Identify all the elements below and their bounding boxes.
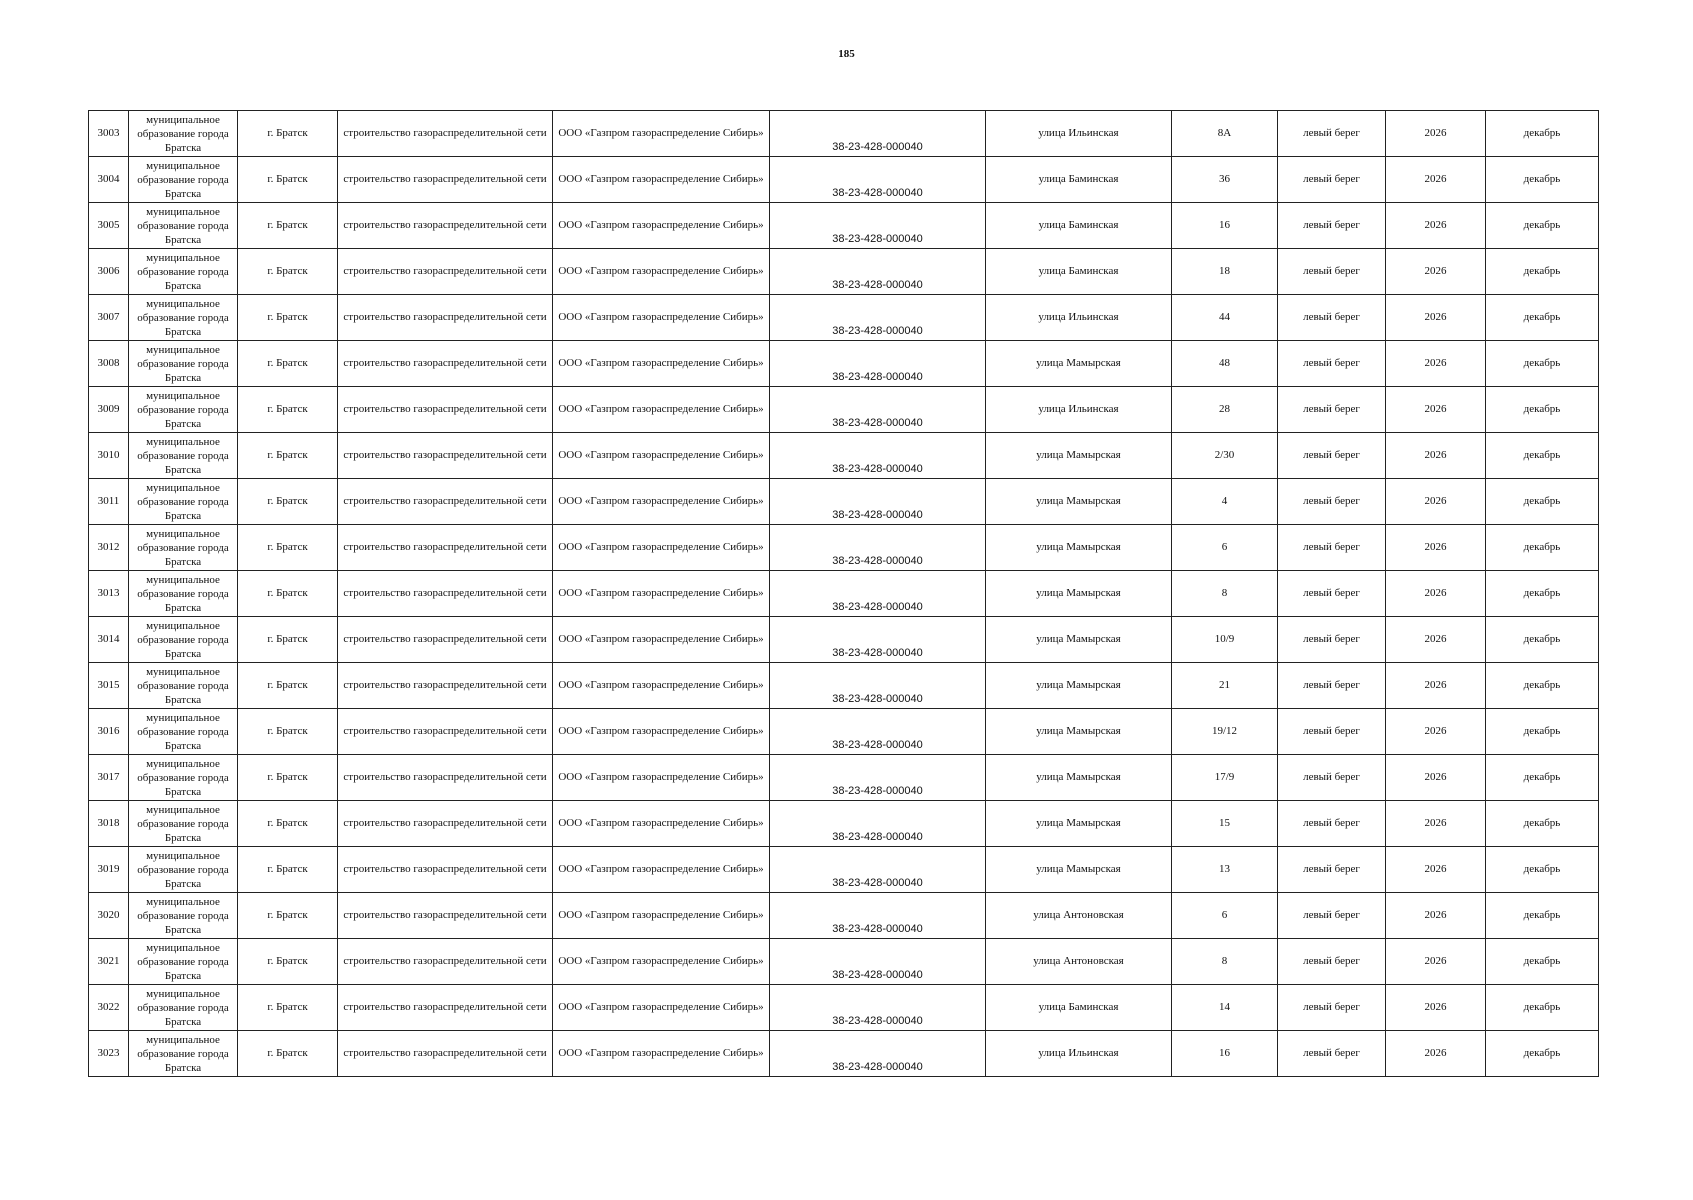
month-cell: декабрь: [1486, 801, 1599, 847]
table-row: [89, 709, 1599, 755]
work-type-cell: строительство газораспределительной сети: [338, 295, 553, 341]
district-cell: левый берег: [1278, 571, 1386, 617]
street-cell: улица Мамырская: [986, 341, 1172, 387]
street-cell: улица Мамырская: [986, 433, 1172, 479]
district-cell: левый берег: [1278, 617, 1386, 663]
work-type-cell: строительство газораспределительной сети: [338, 663, 553, 709]
table-row: [89, 157, 1599, 203]
settlement-cell: г. Братск: [238, 755, 338, 801]
work-type-cell: строительство газораспределительной сети: [338, 433, 553, 479]
district-cell: левый берег: [1278, 525, 1386, 571]
work-type-cell: строительство газораспределительной сети: [338, 709, 553, 755]
municipality-cell: муниципальное образование города Братска: [129, 847, 238, 893]
house-number-cell: 36: [1172, 157, 1278, 203]
row-number: 3009: [89, 387, 129, 433]
street-cell: улица Мамырская: [986, 525, 1172, 571]
district-cell: левый берег: [1278, 203, 1386, 249]
object-code-cell: 38-23-428-000040: [770, 203, 986, 249]
organization-cell: ООО «Газпром газораспределение Сибирь»: [553, 525, 770, 571]
work-type-cell: строительство газораспределительной сети: [338, 571, 553, 617]
month-cell: декабрь: [1486, 985, 1599, 1031]
settlement-cell: г. Братск: [238, 571, 338, 617]
settlement-cell: г. Братск: [238, 1031, 338, 1077]
year-cell: 2026: [1386, 433, 1486, 479]
organization-cell: ООО «Газпром газораспределение Сибирь»: [553, 985, 770, 1031]
house-number-cell: 6: [1172, 525, 1278, 571]
settlement-cell: г. Братск: [238, 617, 338, 663]
year-cell: 2026: [1386, 387, 1486, 433]
house-number-cell: 17/9: [1172, 755, 1278, 801]
settlement-cell: г. Братск: [238, 709, 338, 755]
table-row: [89, 893, 1599, 939]
month-cell: декабрь: [1486, 249, 1599, 295]
object-code-cell: 38-23-428-000040: [770, 249, 986, 295]
row-number: 3016: [89, 709, 129, 755]
settlement-cell: г. Братск: [238, 203, 338, 249]
table-row: [89, 801, 1599, 847]
municipality-cell: муниципальное образование города Братска: [129, 893, 238, 939]
house-number-cell: 21: [1172, 663, 1278, 709]
month-cell: декабрь: [1486, 847, 1599, 893]
house-number-cell: 16: [1172, 203, 1278, 249]
house-number-cell: 4: [1172, 479, 1278, 525]
organization-cell: ООО «Газпром газораспределение Сибирь»: [553, 847, 770, 893]
settlement-cell: г. Братск: [238, 663, 338, 709]
table-row: [89, 663, 1599, 709]
municipality-cell: муниципальное образование города Братска: [129, 525, 238, 571]
month-cell: декабрь: [1486, 203, 1599, 249]
district-cell: левый берег: [1278, 709, 1386, 755]
month-cell: декабрь: [1486, 617, 1599, 663]
organization-cell: ООО «Газпром газораспределение Сибирь»: [553, 571, 770, 617]
work-type-cell: строительство газораспределительной сети: [338, 525, 553, 571]
work-type-cell: строительство газораспределительной сети: [338, 1031, 553, 1077]
table-row: [89, 571, 1599, 617]
street-cell: улица Ильинская: [986, 387, 1172, 433]
municipality-cell: муниципальное образование города Братска: [129, 479, 238, 525]
table-row: [89, 295, 1599, 341]
municipality-cell: муниципальное образование города Братска: [129, 571, 238, 617]
table-row: [89, 111, 1599, 157]
organization-cell: ООО «Газпром газораспределение Сибирь»: [553, 617, 770, 663]
table-row: [89, 479, 1599, 525]
organization-cell: ООО «Газпром газораспределение Сибирь»: [553, 801, 770, 847]
object-code-cell: 38-23-428-000040: [770, 847, 986, 893]
month-cell: декабрь: [1486, 433, 1599, 479]
municipality-cell: муниципальное образование города Братска: [129, 709, 238, 755]
street-cell: улица Ильинская: [986, 1031, 1172, 1077]
settlement-cell: г. Братск: [238, 939, 338, 985]
table-row: [89, 433, 1599, 479]
month-cell: декабрь: [1486, 709, 1599, 755]
year-cell: 2026: [1386, 157, 1486, 203]
row-number: 3003: [89, 111, 129, 157]
settlement-cell: г. Братск: [238, 525, 338, 571]
year-cell: 2026: [1386, 525, 1486, 571]
work-type-cell: строительство газораспределительной сети: [338, 939, 553, 985]
month-cell: декабрь: [1486, 157, 1599, 203]
street-cell: улица Мамырская: [986, 663, 1172, 709]
work-type-cell: строительство газораспределительной сети: [338, 985, 553, 1031]
district-cell: левый берег: [1278, 387, 1386, 433]
year-cell: 2026: [1386, 709, 1486, 755]
house-number-cell: 2/30: [1172, 433, 1278, 479]
municipality-cell: муниципальное образование города Братска: [129, 801, 238, 847]
work-type-cell: строительство газораспределительной сети: [338, 847, 553, 893]
work-type-cell: строительство газораспределительной сети: [338, 203, 553, 249]
municipality-cell: муниципальное образование города Братска: [129, 387, 238, 433]
municipality-cell: муниципальное образование города Братска: [129, 1031, 238, 1077]
year-cell: 2026: [1386, 893, 1486, 939]
month-cell: декабрь: [1486, 341, 1599, 387]
district-cell: левый берег: [1278, 341, 1386, 387]
row-number: 3019: [89, 847, 129, 893]
municipality-cell: муниципальное образование города Братска: [129, 295, 238, 341]
settlement-cell: г. Братск: [238, 893, 338, 939]
house-number-cell: 8: [1172, 571, 1278, 617]
object-code-cell: 38-23-428-000040: [770, 433, 986, 479]
table-body: [89, 111, 1599, 1077]
organization-cell: ООО «Газпром газораспределение Сибирь»: [553, 479, 770, 525]
year-cell: 2026: [1386, 617, 1486, 663]
district-cell: левый берег: [1278, 663, 1386, 709]
year-cell: 2026: [1386, 939, 1486, 985]
work-type-cell: строительство газораспределительной сети: [338, 111, 553, 157]
house-number-cell: 48: [1172, 341, 1278, 387]
row-number: 3006: [89, 249, 129, 295]
municipality-cell: муниципальное образование города Братска: [129, 617, 238, 663]
organization-cell: ООО «Газпром газораспределение Сибирь»: [553, 341, 770, 387]
row-number: 3012: [89, 525, 129, 571]
row-number: 3017: [89, 755, 129, 801]
object-code-cell: 38-23-428-000040: [770, 939, 986, 985]
object-code-cell: 38-23-428-000040: [770, 157, 986, 203]
year-cell: 2026: [1386, 755, 1486, 801]
street-cell: улица Антоновская: [986, 939, 1172, 985]
organization-cell: ООО «Газпром газораспределение Сибирь»: [553, 433, 770, 479]
work-type-cell: строительство газораспределительной сети: [338, 249, 553, 295]
work-type-cell: строительство газораспределительной сети: [338, 617, 553, 663]
organization-cell: ООО «Газпром газораспределение Сибирь»: [553, 111, 770, 157]
row-number: 3023: [89, 1031, 129, 1077]
work-type-cell: строительство газораспределительной сети: [338, 341, 553, 387]
table-row: [89, 387, 1599, 433]
row-number: 3010: [89, 433, 129, 479]
settlement-cell: г. Братск: [238, 801, 338, 847]
settlement-cell: г. Братск: [238, 985, 338, 1031]
object-code-cell: 38-23-428-000040: [770, 893, 986, 939]
organization-cell: ООО «Газпром газораспределение Сибирь»: [553, 893, 770, 939]
row-number: 3008: [89, 341, 129, 387]
year-cell: 2026: [1386, 203, 1486, 249]
work-type-cell: строительство газораспределительной сети: [338, 479, 553, 525]
house-number-cell: 6: [1172, 893, 1278, 939]
street-cell: улица Мамырская: [986, 571, 1172, 617]
organization-cell: ООО «Газпром газораспределение Сибирь»: [553, 203, 770, 249]
year-cell: 2026: [1386, 663, 1486, 709]
settlement-cell: г. Братск: [238, 295, 338, 341]
organization-cell: ООО «Газпром газораспределение Сибирь»: [553, 387, 770, 433]
street-cell: улица Мамырская: [986, 847, 1172, 893]
house-number-cell: 44: [1172, 295, 1278, 341]
table-row: [89, 1031, 1599, 1077]
object-code-cell: 38-23-428-000040: [770, 525, 986, 571]
row-number: 3004: [89, 157, 129, 203]
settlement-cell: г. Братск: [238, 847, 338, 893]
object-code-cell: 38-23-428-000040: [770, 801, 986, 847]
month-cell: декабрь: [1486, 479, 1599, 525]
row-number: 3005: [89, 203, 129, 249]
row-number: 3007: [89, 295, 129, 341]
row-number: 3018: [89, 801, 129, 847]
year-cell: 2026: [1386, 1031, 1486, 1077]
street-cell: улица Мамырская: [986, 617, 1172, 663]
year-cell: 2026: [1386, 249, 1486, 295]
year-cell: 2026: [1386, 801, 1486, 847]
municipality-cell: муниципальное образование города Братска: [129, 755, 238, 801]
row-number: 3014: [89, 617, 129, 663]
object-code-cell: 38-23-428-000040: [770, 111, 986, 157]
row-number: 3020: [89, 893, 129, 939]
year-cell: 2026: [1386, 479, 1486, 525]
district-cell: левый берег: [1278, 295, 1386, 341]
settlement-cell: г. Братск: [238, 479, 338, 525]
organization-cell: ООО «Газпром газораспределение Сибирь»: [553, 295, 770, 341]
street-cell: улица Мамырская: [986, 801, 1172, 847]
object-code-cell: 38-23-428-000040: [770, 985, 986, 1031]
street-cell: улица Баминская: [986, 203, 1172, 249]
settlement-cell: г. Братск: [238, 157, 338, 203]
organization-cell: ООО «Газпром газораспределение Сибирь»: [553, 663, 770, 709]
house-number-cell: 15: [1172, 801, 1278, 847]
street-cell: улица Ильинская: [986, 111, 1172, 157]
district-cell: левый берег: [1278, 939, 1386, 985]
month-cell: декабрь: [1486, 571, 1599, 617]
row-number: 3013: [89, 571, 129, 617]
house-number-cell: 18: [1172, 249, 1278, 295]
house-number-cell: 10/9: [1172, 617, 1278, 663]
district-cell: левый берег: [1278, 755, 1386, 801]
organization-cell: ООО «Газпром газораспределение Сибирь»: [553, 939, 770, 985]
organization-cell: ООО «Газпром газораспределение Сибирь»: [553, 1031, 770, 1077]
district-cell: левый берег: [1278, 479, 1386, 525]
object-code-cell: 38-23-428-000040: [770, 755, 986, 801]
municipality-cell: муниципальное образование города Братска: [129, 939, 238, 985]
house-number-cell: 14: [1172, 985, 1278, 1031]
settlement-cell: г. Братск: [238, 433, 338, 479]
house-number-cell: 8А: [1172, 111, 1278, 157]
row-number: 3022: [89, 985, 129, 1031]
table-row: [89, 249, 1599, 295]
object-code-cell: 38-23-428-000040: [770, 341, 986, 387]
table-row: [89, 939, 1599, 985]
year-cell: 2026: [1386, 111, 1486, 157]
object-code-cell: 38-23-428-000040: [770, 1031, 986, 1077]
municipality-cell: муниципальное образование города Братска: [129, 985, 238, 1031]
house-number-cell: 8: [1172, 939, 1278, 985]
street-cell: улица Баминская: [986, 985, 1172, 1031]
table-row: [89, 985, 1599, 1031]
district-cell: левый берег: [1278, 433, 1386, 479]
object-code-cell: 38-23-428-000040: [770, 295, 986, 341]
year-cell: 2026: [1386, 571, 1486, 617]
table-row: [89, 847, 1599, 893]
table-row: [89, 755, 1599, 801]
district-cell: левый берег: [1278, 157, 1386, 203]
table-row: [89, 525, 1599, 571]
year-cell: 2026: [1386, 295, 1486, 341]
house-number-cell: 19/12: [1172, 709, 1278, 755]
month-cell: декабрь: [1486, 939, 1599, 985]
year-cell: 2026: [1386, 847, 1486, 893]
municipality-cell: муниципальное образование города Братска: [129, 111, 238, 157]
district-cell: левый берег: [1278, 847, 1386, 893]
work-type-cell: строительство газораспределительной сети: [338, 801, 553, 847]
object-code-cell: 38-23-428-000040: [770, 387, 986, 433]
table-row: [89, 203, 1599, 249]
organization-cell: ООО «Газпром газораспределение Сибирь»: [553, 157, 770, 203]
street-cell: улица Мамырская: [986, 709, 1172, 755]
month-cell: декабрь: [1486, 1031, 1599, 1077]
month-cell: декабрь: [1486, 525, 1599, 571]
district-cell: левый берег: [1278, 111, 1386, 157]
street-cell: улица Мамырская: [986, 479, 1172, 525]
settlement-cell: г. Братск: [238, 249, 338, 295]
street-cell: улица Баминская: [986, 249, 1172, 295]
object-code-cell: 38-23-428-000040: [770, 479, 986, 525]
row-number: 3011: [89, 479, 129, 525]
object-code-cell: 38-23-428-000040: [770, 571, 986, 617]
table-row: [89, 341, 1599, 387]
settlement-cell: г. Братск: [238, 341, 338, 387]
district-cell: левый берег: [1278, 249, 1386, 295]
gasification-table: [88, 110, 1599, 1077]
object-code-cell: 38-23-428-000040: [770, 617, 986, 663]
municipality-cell: муниципальное образование города Братска: [129, 203, 238, 249]
organization-cell: ООО «Газпром газораспределение Сибирь»: [553, 249, 770, 295]
municipality-cell: муниципальное образование города Братска: [129, 663, 238, 709]
page-number: 185: [838, 48, 855, 60]
municipality-cell: муниципальное образование города Братска: [129, 157, 238, 203]
month-cell: декабрь: [1486, 111, 1599, 157]
district-cell: левый берег: [1278, 1031, 1386, 1077]
municipality-cell: муниципальное образование города Братска: [129, 341, 238, 387]
district-cell: левый берег: [1278, 985, 1386, 1031]
district-cell: левый берег: [1278, 801, 1386, 847]
organization-cell: ООО «Газпром газораспределение Сибирь»: [553, 709, 770, 755]
object-code-cell: 38-23-428-000040: [770, 663, 986, 709]
settlement-cell: г. Братск: [238, 387, 338, 433]
street-cell: улица Антоновская: [986, 893, 1172, 939]
year-cell: 2026: [1386, 985, 1486, 1031]
month-cell: декабрь: [1486, 663, 1599, 709]
table-row: [89, 617, 1599, 663]
work-type-cell: строительство газораспределительной сети: [338, 893, 553, 939]
work-type-cell: строительство газораспределительной сети: [338, 755, 553, 801]
municipality-cell: муниципальное образование города Братска: [129, 249, 238, 295]
row-number: 3021: [89, 939, 129, 985]
street-cell: улица Баминская: [986, 157, 1172, 203]
year-cell: 2026: [1386, 341, 1486, 387]
house-number-cell: 28: [1172, 387, 1278, 433]
row-number: 3015: [89, 663, 129, 709]
settlement-cell: г. Братск: [238, 111, 338, 157]
street-cell: улица Ильинская: [986, 295, 1172, 341]
district-cell: левый берег: [1278, 893, 1386, 939]
work-type-cell: строительство газораспределительной сети: [338, 157, 553, 203]
month-cell: декабрь: [1486, 893, 1599, 939]
house-number-cell: 13: [1172, 847, 1278, 893]
street-cell: улица Мамырская: [986, 755, 1172, 801]
organization-cell: ООО «Газпром газораспределение Сибирь»: [553, 755, 770, 801]
month-cell: декабрь: [1486, 387, 1599, 433]
month-cell: декабрь: [1486, 755, 1599, 801]
object-code-cell: 38-23-428-000040: [770, 709, 986, 755]
house-number-cell: 16: [1172, 1031, 1278, 1077]
month-cell: декабрь: [1486, 295, 1599, 341]
municipality-cell: муниципальное образование города Братска: [129, 433, 238, 479]
work-type-cell: строительство газораспределительной сети: [338, 387, 553, 433]
